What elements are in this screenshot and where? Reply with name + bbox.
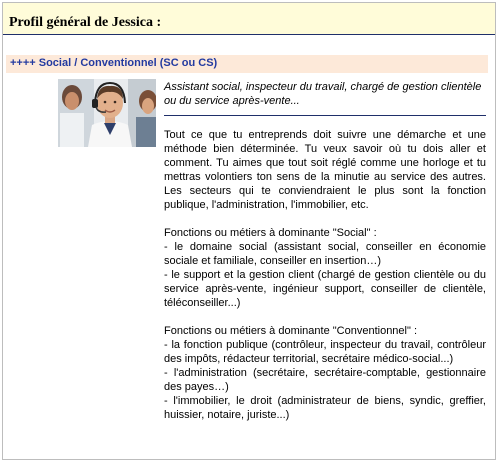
list-item: - l'immobilier, le droit (administrateur de biens, syndic, greffier, huissier, notaire, juriste...) xyxy=(164,395,486,421)
list-item: - la fonction publique (contrôleur, inspecteur du travail, contrôleur des impôts, rédacteur territorial, secrétaire médico-social...) xyxy=(164,339,486,365)
list-item: - le support et la gestion client (chargé de gestion clientèle ou du service après-vente, ingénieur support, conseiller de clientèle, téléconseiller...) xyxy=(164,269,486,309)
profile-header xyxy=(3,3,495,35)
social-heading: Fonctions ou métiers à dominante "Social" : xyxy=(164,227,377,239)
list-item: - l'administration (secrétaire, secrétaire-comptable, gestionnaire des payes…) xyxy=(164,367,486,393)
profile-type-bar xyxy=(6,55,488,73)
profile-description: Tout ce que tu entreprends doit suivre une démarche et une méthode bien déterminée. Tu veux savoir où tu dois aller et comment. Tu aimes que tout soit réglé comme une horloge et tu mettras volontiers ton sens de la minutie au service des autres. Les secteurs qui te conviendraient le plus sont la fonction publique, l'administration, l'immobilier, etc. xyxy=(164,129,486,211)
call-center-photo xyxy=(58,79,156,147)
page-title: Profil général de Jessica : xyxy=(9,15,162,30)
call-center-image xyxy=(58,79,156,147)
list-item: - le domaine social (assistant social, conseiller en économie sociale et familiale, conseiller en insertion…) xyxy=(164,241,486,267)
conventionnel-heading: Fonctions ou métiers à dominante "Conventionnel" : xyxy=(164,325,418,337)
profile-intro: Assistant social, inspecteur du travail, chargé de gestion clientèle ou du service après-vente... xyxy=(164,80,486,116)
profile-content xyxy=(164,80,486,422)
profile-type-title: ++++ Social / Conventionnel (SC ou CS) xyxy=(10,57,218,69)
